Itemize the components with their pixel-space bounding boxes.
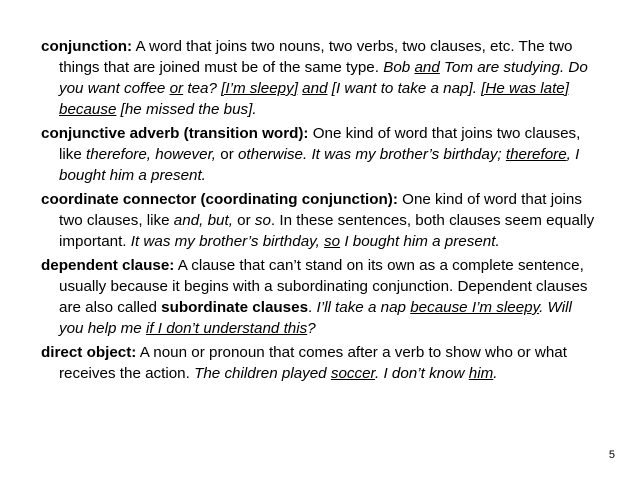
glossary-entry-coordinate-connector: coordinate connector (coordinating conjunction): One kind of word that joins two clauses, like and, but, or so. In these sentences, both clauses seem equally important. It was my brother’s birthday, so I bought him a present.: [41, 191, 595, 250]
definition-coordinate-connector: One kind of word that joins two clauses, like: [59, 191, 582, 229]
definition-conjunction: A word that joins two nouns, two verbs, two clauses, etc. The two things that are joined must be of the same type.: [59, 38, 573, 76]
glossary-entry-conjunction: [41, 36, 597, 120]
glossary-list: [41, 36, 597, 387]
glossary-entry-direct-object: [41, 342, 597, 384]
term-dependent-clause: dependent clause:: [41, 257, 175, 274]
example-words: therefore, however,: [86, 146, 217, 163]
example-words: and, but,: [173, 212, 233, 229]
example-dependent-clause: I’ll take a nap because I’m sleepy. Will you help me if I don’t understand this?: [59, 299, 572, 337]
term-conjunctive-adverb: conjunctive adverb (transition word):: [41, 125, 309, 142]
definition-direct-object: A noun or pronoun that comes after a verb to show who or what receives the action.: [59, 344, 567, 382]
bold-term-subordinate-clauses: subordinate clauses: [161, 299, 309, 316]
glossary-entry-conjunctive-adverb: conjunctive adverb (transition word): One kind of word that joins two clauses, like therefore, however, or otherwise. It was my brother’s birthday; therefore, I bought him a present.: [41, 125, 581, 184]
page-number: 5: [608, 449, 615, 461]
definition-dependent-clause: A clause that can’t stand on its own as a complete sentence, usually because it begins with a subordinating conjunction. Dependent clauses are also called: [59, 257, 588, 316]
definition-conjunctive-adverb: One kind of word that joins two clauses, like: [59, 125, 581, 163]
example-direct-object: The children played soccer. I don’t know him.: [194, 365, 498, 382]
example-conjunction: Bob and Tom are studying. Do you want coffee or tea? [I’m sleepy] and [I want to take a nap]. [He was late] because [he missed the bus].: [59, 59, 588, 118]
example-conjunctive-adverb: It was my brother’s birthday; therefore, I bought him a present.: [59, 146, 580, 184]
term-direct-object: direct object:: [41, 344, 137, 361]
term-coordinate-connector: coordinate connector (coordinating conjunction):: [41, 191, 398, 208]
glossary-entry-dependent-clause: dependent clause: A clause that can’t stand on its own as a complete sentence, usually because it begins with a subordinating conjunction. Dependent clauses are also called subordinate clauses. I’ll take a nap because I’m sleepy. Will you help me if I don’t understand this?: [41, 257, 588, 337]
term-conjunction: conjunction:: [41, 38, 133, 55]
example-coordinate-connector: It was my brother’s birthday, so I bought him a present.: [130, 233, 500, 250]
